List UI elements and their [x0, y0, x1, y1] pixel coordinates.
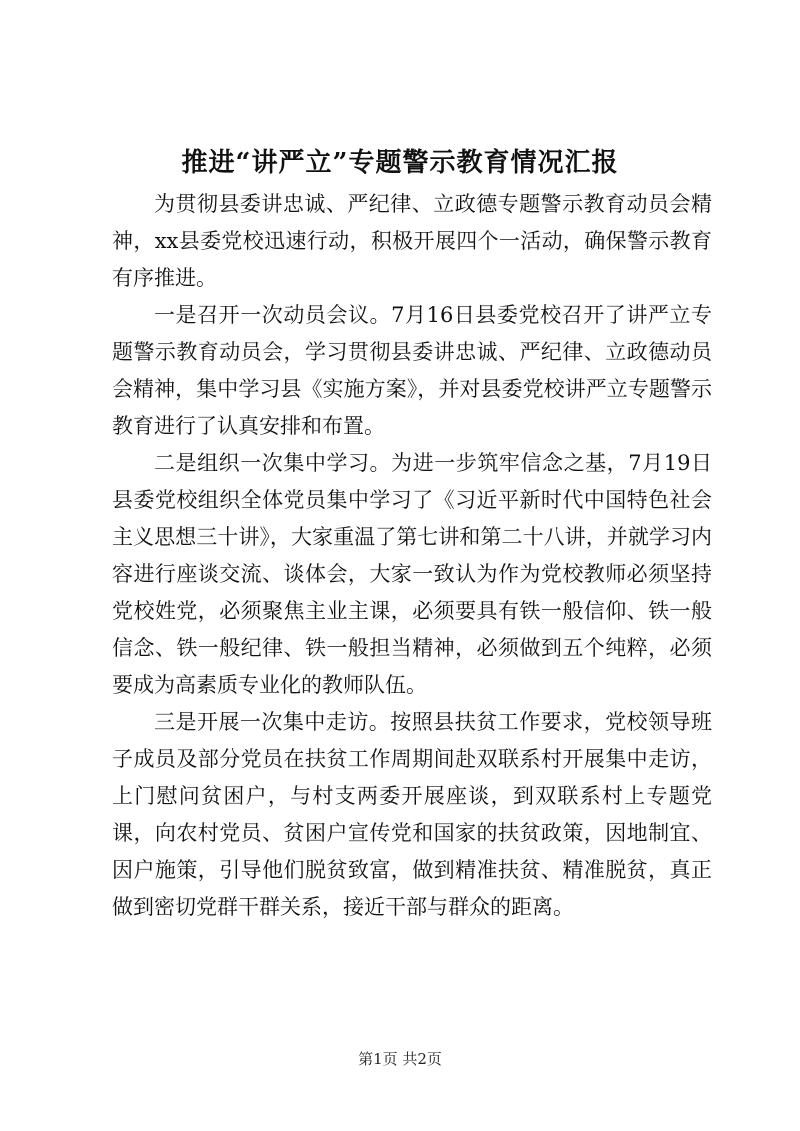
document-body [112, 186, 712, 926]
paragraph-centralized-study: 二是组织一次集中学习。为进一步筑牢信念之基，7月19日县委党校组织全体党员集中学习了《习近平新时代中国特色社会主义思想三十讲》，大家重温了第七讲和第二十八讲，并就学习内容进行座谈交流、谈体会，大家一致认为作为党校教师必须坚持党校姓党，必须聚焦主业主课，必须要具有铁一般信仰、铁一般信念、铁一般纪律、铁一般担当精神，必须做到五个纯粹，必须要成为高素质专业化的教师队伍。 [112, 451, 712, 697]
paragraph-intro: 为贯彻县委讲忠诚、严纪律、立政德专题警示教育动员会精神，xx县委党校迅速行动，积极开展四个一活动，确保警示教育有序推进。 [112, 192, 712, 290]
page-number-footer: 第1页 共2页 [358, 1050, 442, 1068]
document-title: 推进“讲严立”专题警示教育情况汇报 [181, 148, 619, 178]
paragraph-mobilization-meeting: 一是召开一次动员会议。7月16日县委党校召开了讲严立专题警示教育动员会，学习贯彻县委讲忠诚、严纪律、立政德动员会精神，集中学习县《实施方案》，并对县委党校讲严立专题警示教育进行了认真安排和布置。 [112, 303, 712, 438]
paragraph-centralized-visit: 三是开展一次集中走访。按照县扶贫工作要求，党校领导班子成员及部分党员在扶贫工作周期间赴双联系村开展集中走访，上门慰问贫困户，与村支两委开展座谈，到双联系村上专题党课，向农村党员、贫困户宣传党和国家的扶贫政策，因地制宜、因户施策，引导他们脱贫致富，做到精准扶贫、精准脱贫，真正做到密切党群干群关系，接近干部与群众的距离。 [112, 710, 712, 919]
